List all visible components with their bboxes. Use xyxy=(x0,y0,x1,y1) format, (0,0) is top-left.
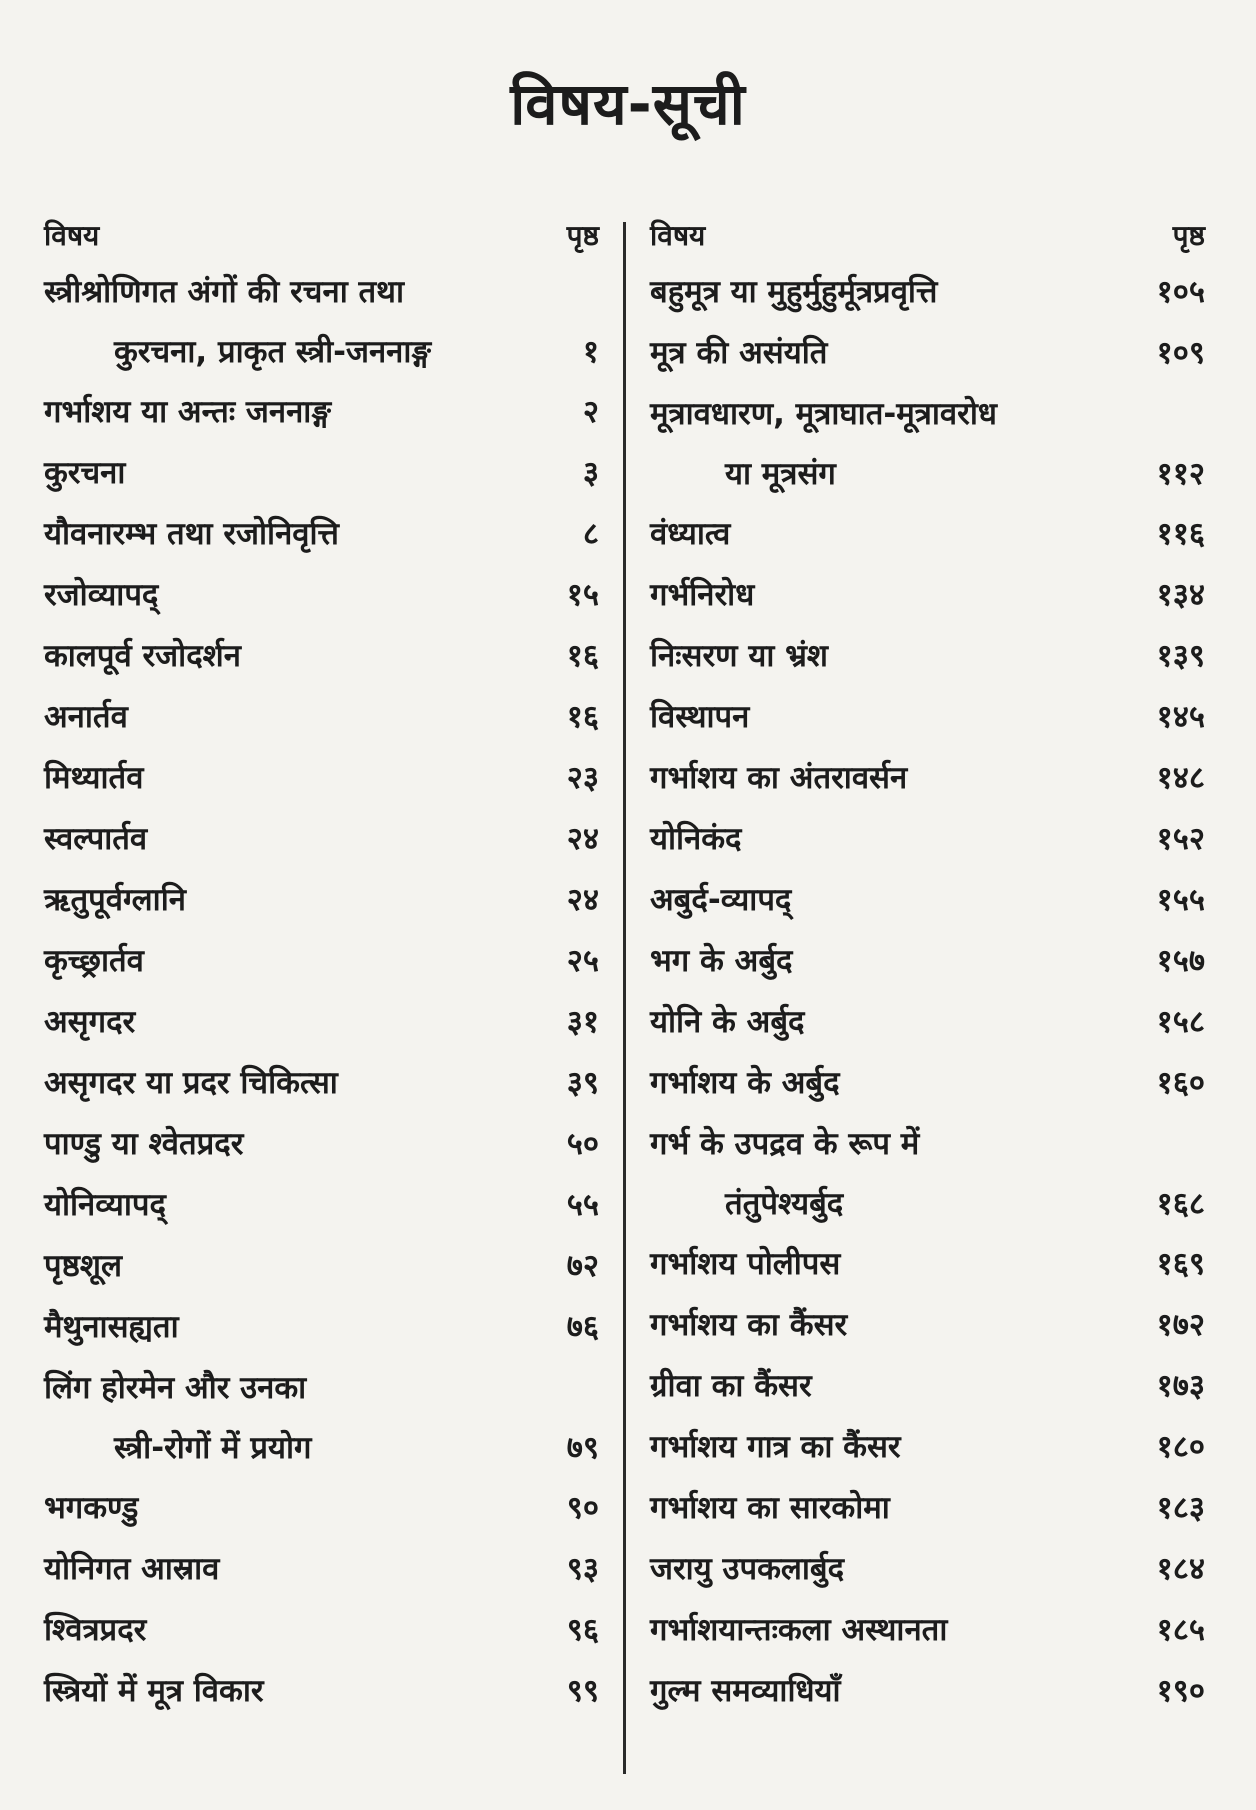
toc-entry-title: लिंग होरमेन और उनका xyxy=(44,1370,307,1406)
toc-entry xyxy=(650,992,1205,1053)
toc-entry-title: निःसरण या भ्रंश xyxy=(650,638,829,674)
toc-entry-page: ११२ xyxy=(1156,456,1205,492)
toc-entry-page: १ xyxy=(582,334,599,370)
toc-entry-title: कुरचना, प्राकृत स्त्री-जननाङ्ग xyxy=(114,334,432,370)
toc-entry-page: १५ xyxy=(566,577,599,613)
toc-entry-page: १६ xyxy=(566,699,599,735)
toc-entry-page: १५२ xyxy=(1156,821,1205,857)
toc-entry-page: १६९ xyxy=(1156,1246,1205,1282)
toc-entry-title: योनि के अर्बुद xyxy=(650,1004,805,1040)
toc-entry-page: ३ xyxy=(582,455,599,491)
toc-entry-title: यौवनारम्भ तथा रजोनिवृत्ति xyxy=(44,516,339,552)
toc-entry-page: १५५ xyxy=(1156,882,1205,918)
toc-entry-continuation xyxy=(650,1175,1205,1234)
page-header: पृष्ठ xyxy=(566,219,599,252)
toc-entry-title: भग के अर्बुद xyxy=(650,943,793,979)
toc-entry-page: ७९ xyxy=(566,1430,599,1466)
toc-entry-page: १०९ xyxy=(1156,335,1205,371)
column-divider xyxy=(623,222,626,1774)
toc-entry xyxy=(650,1114,1205,1175)
toc-entry xyxy=(44,1539,599,1600)
toc-entry-page: ११६ xyxy=(1156,516,1205,552)
toc-entry xyxy=(44,748,599,809)
toc-entry-page: १०५ xyxy=(1156,274,1205,310)
toc-right-column xyxy=(650,210,1205,1722)
toc-entry-title: योनिगत आस्राव xyxy=(44,1551,220,1587)
toc-entry-page: ३९ xyxy=(566,1065,599,1101)
toc-entry-page: २४ xyxy=(566,821,599,857)
toc-entry-page: ९६ xyxy=(566,1612,599,1648)
toc-entry-title: अनार्तव xyxy=(44,699,128,735)
toc-entry-page: २५ xyxy=(566,943,599,979)
toc-entry-title: स्त्री-रोगों में प्रयोग xyxy=(114,1430,312,1466)
toc-entry-title: गर्भाशय के अर्बुद xyxy=(650,1065,840,1101)
toc-entry-title: गर्भाशय का कैंसर xyxy=(650,1307,848,1343)
toc-entry-title: भगकण्डु xyxy=(44,1490,139,1526)
toc-entry-title: गर्भाशय का अंतरावर्सन xyxy=(650,760,908,796)
toc-entry-title: मूत्र की असंयति xyxy=(650,335,828,371)
toc-entry-page: १७३ xyxy=(1156,1368,1205,1404)
toc-entry-title: योनिव्यापद् xyxy=(44,1187,166,1223)
toc-entry xyxy=(650,1234,1205,1295)
toc-entry-title: जरायु उपकलार्बुद xyxy=(650,1551,845,1587)
toc-entry xyxy=(44,687,599,748)
toc-entry-page: २४ xyxy=(566,882,599,918)
toc-entry xyxy=(650,931,1205,992)
toc-entry-page: १८३ xyxy=(1156,1490,1205,1526)
toc-entry xyxy=(650,1600,1205,1661)
toc-entry-page: ५० xyxy=(566,1126,599,1162)
toc-entry xyxy=(650,870,1205,931)
toc-entry xyxy=(650,323,1205,384)
toc-entry xyxy=(44,931,599,992)
toc-left-column xyxy=(44,210,599,1722)
toc-entry-title: गर्भाशय या अन्तः जननाङ्ग xyxy=(44,394,331,430)
toc-entry-title: कालपूर्व रजोदर्शन xyxy=(44,638,241,674)
toc-entry xyxy=(650,262,1205,323)
right-column-header xyxy=(650,210,1205,262)
toc-entry xyxy=(44,1053,599,1114)
toc-entry xyxy=(650,1539,1205,1600)
toc-entry xyxy=(650,1417,1205,1478)
toc-entry-title: स्त्रीश्रोणिगत अंगों की रचना तथा xyxy=(44,274,405,310)
toc-entry xyxy=(44,1297,599,1358)
toc-entry xyxy=(650,1295,1205,1356)
toc-entry-page: १४८ xyxy=(1156,760,1205,796)
toc-entry xyxy=(650,1661,1205,1722)
toc-entry-page: १८४ xyxy=(1156,1551,1205,1587)
toc-entry-title: ऋतुपूर्वग्लानि xyxy=(44,882,186,918)
toc-entry-page: १४५ xyxy=(1156,699,1205,735)
toc-entry-title: गर्भाशय पोलीपस xyxy=(650,1246,841,1282)
toc-entry-title: कुरचना xyxy=(44,455,126,491)
toc-entry xyxy=(44,1600,599,1661)
toc-entry-continuation xyxy=(44,323,599,382)
toc-entry-page: १७२ xyxy=(1156,1307,1205,1343)
toc-entry-title: गर्भाशय गात्र का कैंसर xyxy=(650,1429,901,1465)
toc-entry-page: १८५ xyxy=(1156,1612,1205,1648)
toc-entry-page: १६ xyxy=(566,638,599,674)
page-title: विषय-सूची xyxy=(510,70,746,138)
toc-entry-title: स्वल्पार्तव xyxy=(44,821,148,857)
toc-entry-page: १५८ xyxy=(1156,1004,1205,1040)
toc-entry-page: २ xyxy=(582,394,599,430)
toc-entry-page: ७२ xyxy=(566,1248,599,1284)
toc-entry xyxy=(650,1053,1205,1114)
toc-entry xyxy=(44,565,599,626)
toc-entry-page: १५७ xyxy=(1156,943,1205,979)
toc-entry-title: मूत्रावधारण, मूत्राघात-मूत्रावरोध xyxy=(650,396,997,432)
toc-entry-page: ९९ xyxy=(566,1673,599,1709)
toc-entry-title: मिथ्यार्तव xyxy=(44,760,144,796)
toc-entry xyxy=(650,384,1205,445)
toc-entry-title: गर्भाशयान्तःकला अस्थानता xyxy=(650,1612,948,1648)
toc-entry-page: १६० xyxy=(1156,1065,1205,1101)
toc-entry-title: श्वित्रप्रदर xyxy=(44,1612,147,1648)
toc-entry-title: रजोव्यापद् xyxy=(44,577,159,613)
toc-entry xyxy=(44,443,599,504)
toc-entry-title: योनिकंद xyxy=(650,821,742,857)
toc-entry-page: ५५ xyxy=(566,1187,599,1223)
toc-entry xyxy=(44,870,599,931)
topic-header: विषय xyxy=(650,219,706,252)
toc-entry-title: बहुमूत्र या मुहुर्मुहुर्मूत्रप्रवृत्ति xyxy=(650,274,938,310)
toc-entry xyxy=(650,1356,1205,1417)
toc-entry-title: गुल्म समव्याधियाँ xyxy=(650,1673,841,1709)
toc-entry-page: ३१ xyxy=(566,1004,599,1040)
left-column-header xyxy=(44,210,599,262)
toc-entry xyxy=(44,1175,599,1236)
toc-entry-title: असृगदर या प्रदर चिकित्सा xyxy=(44,1065,338,1101)
toc-entry-page: २३ xyxy=(566,760,599,796)
toc-entry-title: असृगदर xyxy=(44,1004,136,1040)
toc-entry-page: ७६ xyxy=(566,1309,599,1345)
toc-entry-page: १३९ xyxy=(1156,638,1205,674)
toc-entry-title: वंध्यात्व xyxy=(650,516,731,552)
toc-entry xyxy=(44,262,599,323)
toc-entry xyxy=(44,992,599,1053)
toc-entry-continuation xyxy=(44,1419,599,1478)
toc-entry xyxy=(44,1661,599,1722)
toc-entry-title: तंतुपेश्यर्बुद xyxy=(725,1186,844,1222)
page-header: पृष्ठ xyxy=(1172,219,1205,252)
toc-entry-page: १८० xyxy=(1156,1429,1205,1465)
toc-entry-title: गर्भ के उपद्रव के रूप में xyxy=(650,1126,920,1162)
topic-header: विषय xyxy=(44,219,100,252)
toc-entry xyxy=(650,1478,1205,1539)
toc-entry xyxy=(44,1478,599,1539)
toc-entry xyxy=(44,809,599,870)
toc-entry xyxy=(44,626,599,687)
toc-entry xyxy=(650,809,1205,870)
toc-entry-page: १३४ xyxy=(1156,577,1205,613)
toc-entry-title: पृष्ठशूल xyxy=(44,1248,122,1284)
toc-entry-title: मैथुनासह्यता xyxy=(44,1309,179,1345)
toc-entry-page: ९३ xyxy=(566,1551,599,1587)
toc-entry-title: स्त्रियों में मूत्र विकार xyxy=(44,1673,264,1709)
toc-entry xyxy=(44,1236,599,1297)
toc-entry-title: या मूत्रसंग xyxy=(725,456,836,492)
toc-entry-title: कृच्छ्रार्तव xyxy=(44,943,144,979)
toc-entry xyxy=(650,504,1205,565)
toc-entry xyxy=(650,565,1205,626)
toc-entry-page: ९० xyxy=(566,1490,599,1526)
toc-entry xyxy=(44,1114,599,1175)
toc-entry xyxy=(650,687,1205,748)
toc-entry xyxy=(44,382,599,443)
toc-entry xyxy=(650,748,1205,809)
toc-entry xyxy=(44,1358,599,1419)
toc-entry-title: पाण्डु या श्वेतप्रदर xyxy=(44,1126,244,1162)
toc-entry-title: अबुर्द-व्यापद् xyxy=(650,882,792,918)
toc-entry-page: १६८ xyxy=(1156,1186,1205,1222)
toc-entry-title: गर्भाशय का सारकोमा xyxy=(650,1490,890,1526)
toc-entry xyxy=(650,626,1205,687)
toc-entry-continuation xyxy=(650,445,1205,504)
toc-entry-title: गर्भनिरोध xyxy=(650,577,755,613)
toc-entry-page: ८ xyxy=(582,516,599,552)
toc-entry xyxy=(44,504,599,565)
toc-entry-title: विस्थापन xyxy=(650,699,750,735)
toc-entry-page: १९० xyxy=(1156,1673,1205,1709)
toc-entry-title: ग्रीवा का कैंसर xyxy=(650,1368,812,1404)
